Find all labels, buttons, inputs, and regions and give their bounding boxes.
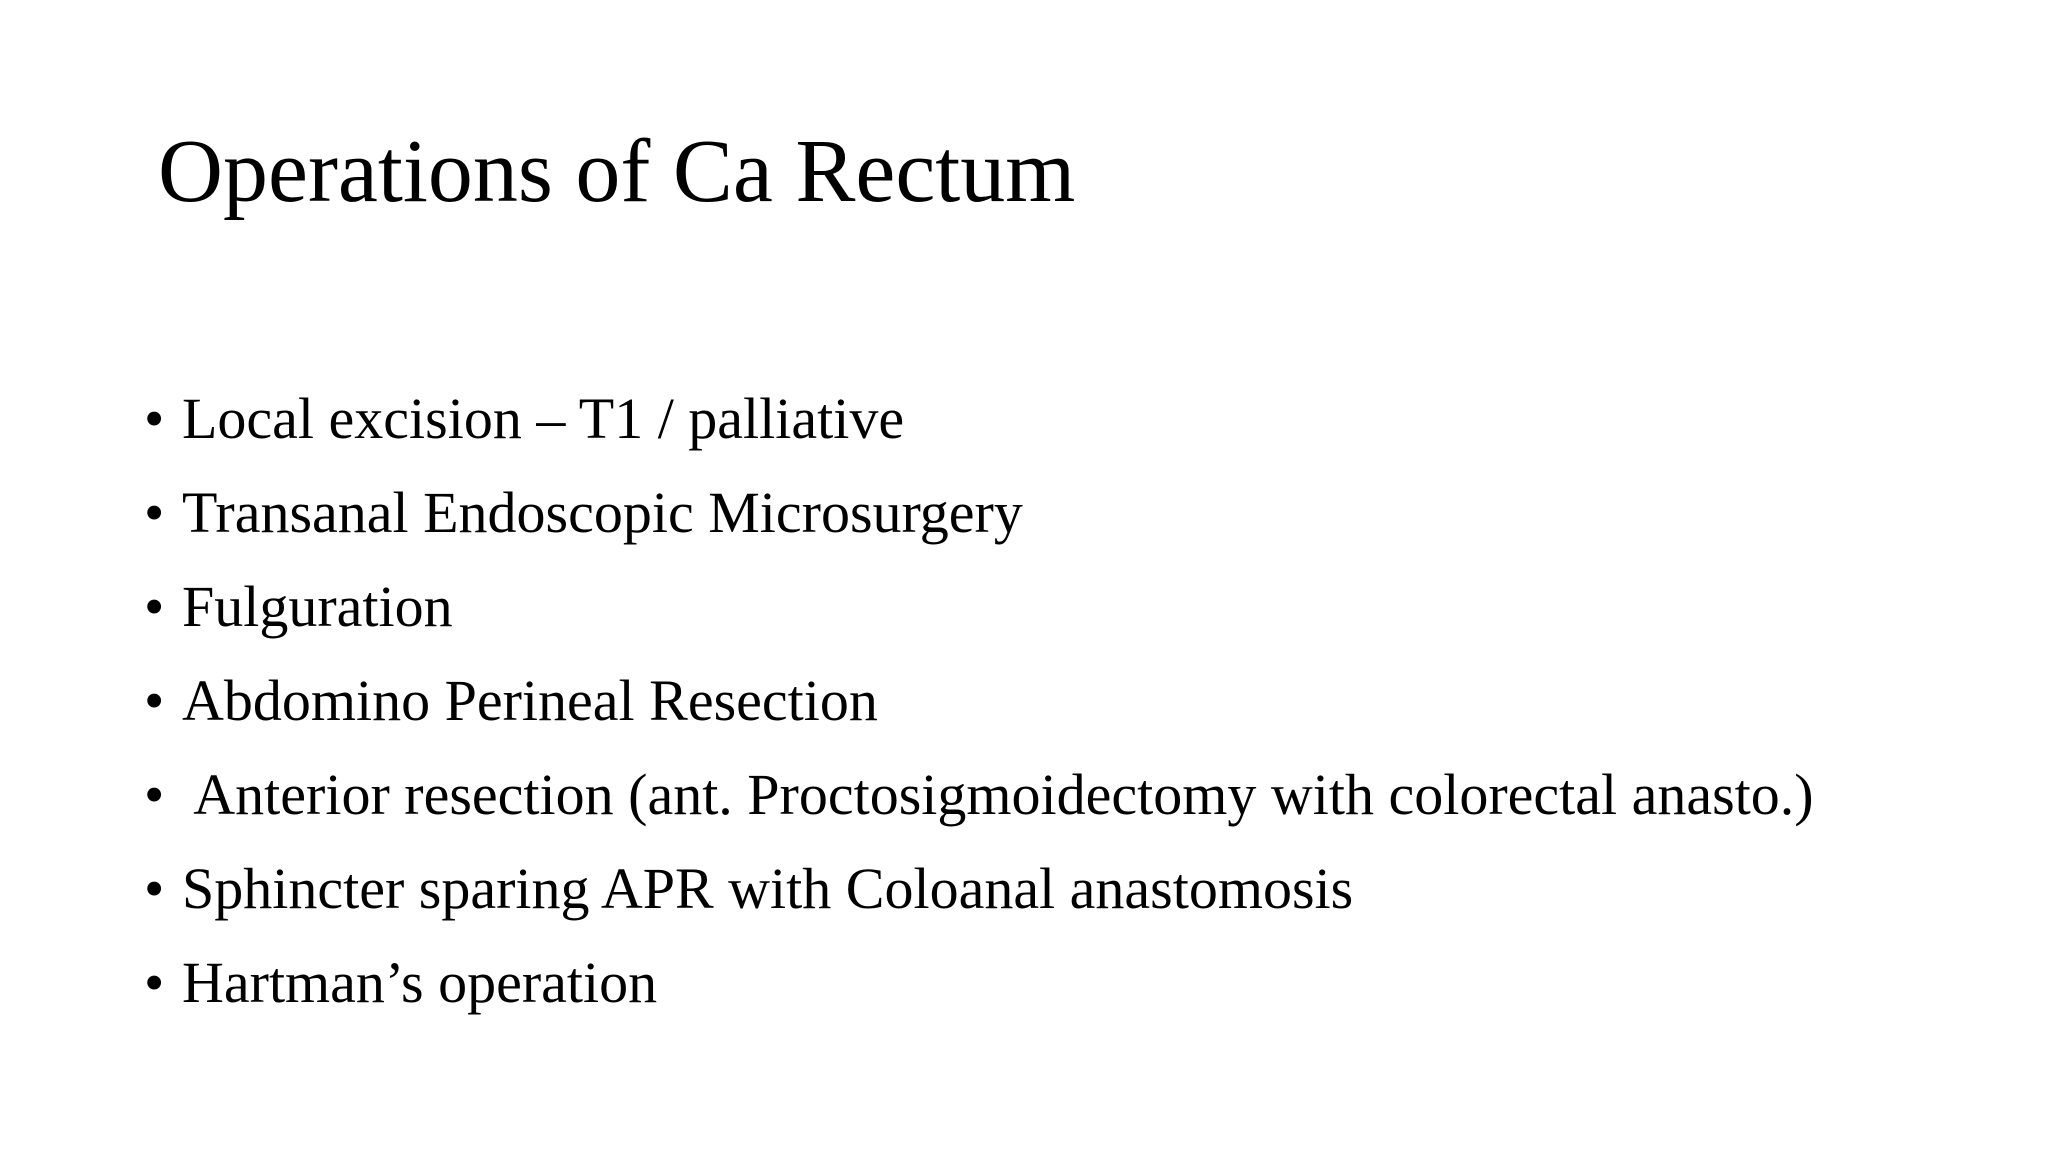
bullet-text: Anterior resection (ant. Proctosigmoidectomy with colorectal anasto.) (182, 762, 1814, 827)
bullet-item-anterior-resection (144, 748, 1814, 842)
bullet-dot-icon: • (144, 856, 165, 921)
slide-title: Operations of Ca Rectum (158, 122, 1076, 221)
bullet-list (144, 372, 1814, 1030)
bullet-item-local-excision (144, 372, 1814, 466)
bullet-dot-icon: • (144, 574, 165, 639)
bullet-dot-icon: • (144, 950, 165, 1015)
bullet-text: Fulguration (182, 574, 453, 639)
bullet-dot-icon: • (144, 480, 165, 545)
bullet-dot-icon: • (144, 386, 165, 451)
bullet-text: Transanal Endoscopic Microsurgery (182, 480, 1023, 545)
bullet-dot-icon: • (144, 762, 165, 827)
bullet-item-fulguration (144, 560, 1814, 654)
bullet-item-abdomino-perineal-resection (144, 654, 1814, 748)
bullet-text: Sphincter sparing APR with Coloanal anastomosis (182, 856, 1354, 921)
bullet-dot-icon: • (144, 668, 165, 733)
bullet-text: Abdomino Perineal Resection (182, 668, 878, 733)
bullet-item-hartmans-operation (144, 936, 1814, 1030)
bullet-item-transanal-endoscopic-microsurgery (144, 466, 1814, 560)
bullet-item-sphincter-sparing-apr (144, 842, 1814, 936)
bullet-text: Local excision – T1 / palliative (182, 386, 905, 451)
bullet-text: Hartman’s operation (182, 950, 658, 1015)
